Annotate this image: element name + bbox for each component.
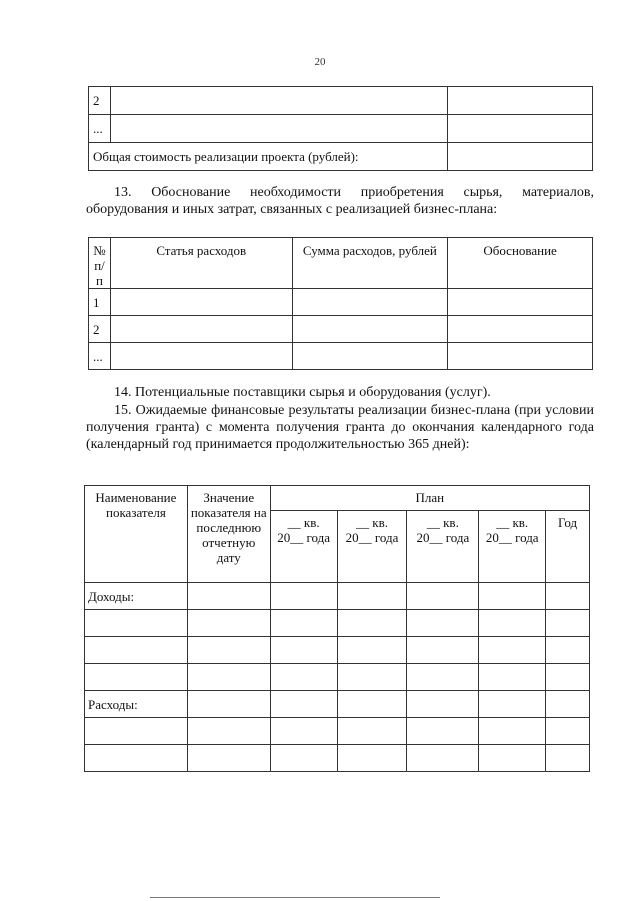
header-plan: План (270, 486, 589, 511)
table-row (85, 664, 590, 691)
project-cost-table (88, 86, 593, 171)
quarter-label: __ кв. (287, 515, 320, 530)
row-number: 1 (89, 289, 111, 316)
table-row (89, 289, 593, 316)
header-number: № п/п (89, 238, 111, 289)
expenses-row (85, 691, 590, 718)
total-row (89, 143, 593, 171)
table-header-row (85, 486, 590, 511)
quarter-year: 20__ года (277, 530, 330, 545)
header-quarter-1 (270, 511, 337, 583)
table-header-row (89, 238, 593, 289)
section-15-text: 15. Ожидаемые финансовые результаты реализации бизнес-плана (при условии получения гранта) с момента получения гранта до окончания календарного года (календарный год принимается продолжительностью 365 дней): (86, 403, 594, 452)
row-number: ... (89, 115, 111, 143)
quarter-label: __ кв. (496, 515, 529, 530)
row-number: ... (89, 343, 111, 370)
row-number: 2 (89, 87, 111, 115)
income-row (85, 583, 590, 610)
quarter-year: 20__ года (416, 530, 470, 545)
section-13-text: 13. Обоснование необходимости приобретения сырья, материалов, оборудования и иных затрат, связанных с реализацией бизнес-плана: (86, 185, 594, 217)
table-row (89, 115, 593, 143)
quarter-year: 20__ года (345, 530, 399, 545)
table-row (85, 637, 590, 664)
header-justification: Обоснование (448, 238, 593, 289)
header-expense-sum: Сумма расходов, рублей (292, 238, 448, 289)
quarter-label: __ кв. (426, 515, 459, 530)
section-14-text: 14. Потенциальные поставщики сырья и оборудования (услуг). (114, 385, 491, 400)
table-row (85, 610, 590, 637)
financial-results-table (84, 485, 590, 772)
table-row (89, 87, 593, 115)
expenses-label: Расходы: (85, 691, 188, 718)
table-row (85, 745, 590, 772)
scan-edge-line (150, 897, 440, 898)
table-row (89, 316, 593, 343)
income-label: Доходы: (85, 583, 188, 610)
page-number: 20 (314, 56, 326, 68)
header-quarter-4 (479, 511, 546, 583)
header-indicator: Наименование показателя (85, 486, 188, 583)
header-current-value: Значение показателя на последнюю отчетную дату (187, 486, 270, 583)
expenses-table (88, 237, 593, 370)
header-year: Год (546, 511, 590, 583)
table-row (89, 343, 593, 370)
total-label: Общая стоимость реализации проекта (рублей): (89, 143, 448, 171)
row-number: 2 (89, 316, 111, 343)
header-expense-item: Статья расходов (110, 238, 292, 289)
table-row (85, 718, 590, 745)
quarter-label: __ кв. (356, 515, 388, 530)
header-quarter-2 (337, 511, 407, 583)
quarter-year: 20__ года (485, 530, 539, 545)
header-quarter-3 (407, 511, 479, 583)
